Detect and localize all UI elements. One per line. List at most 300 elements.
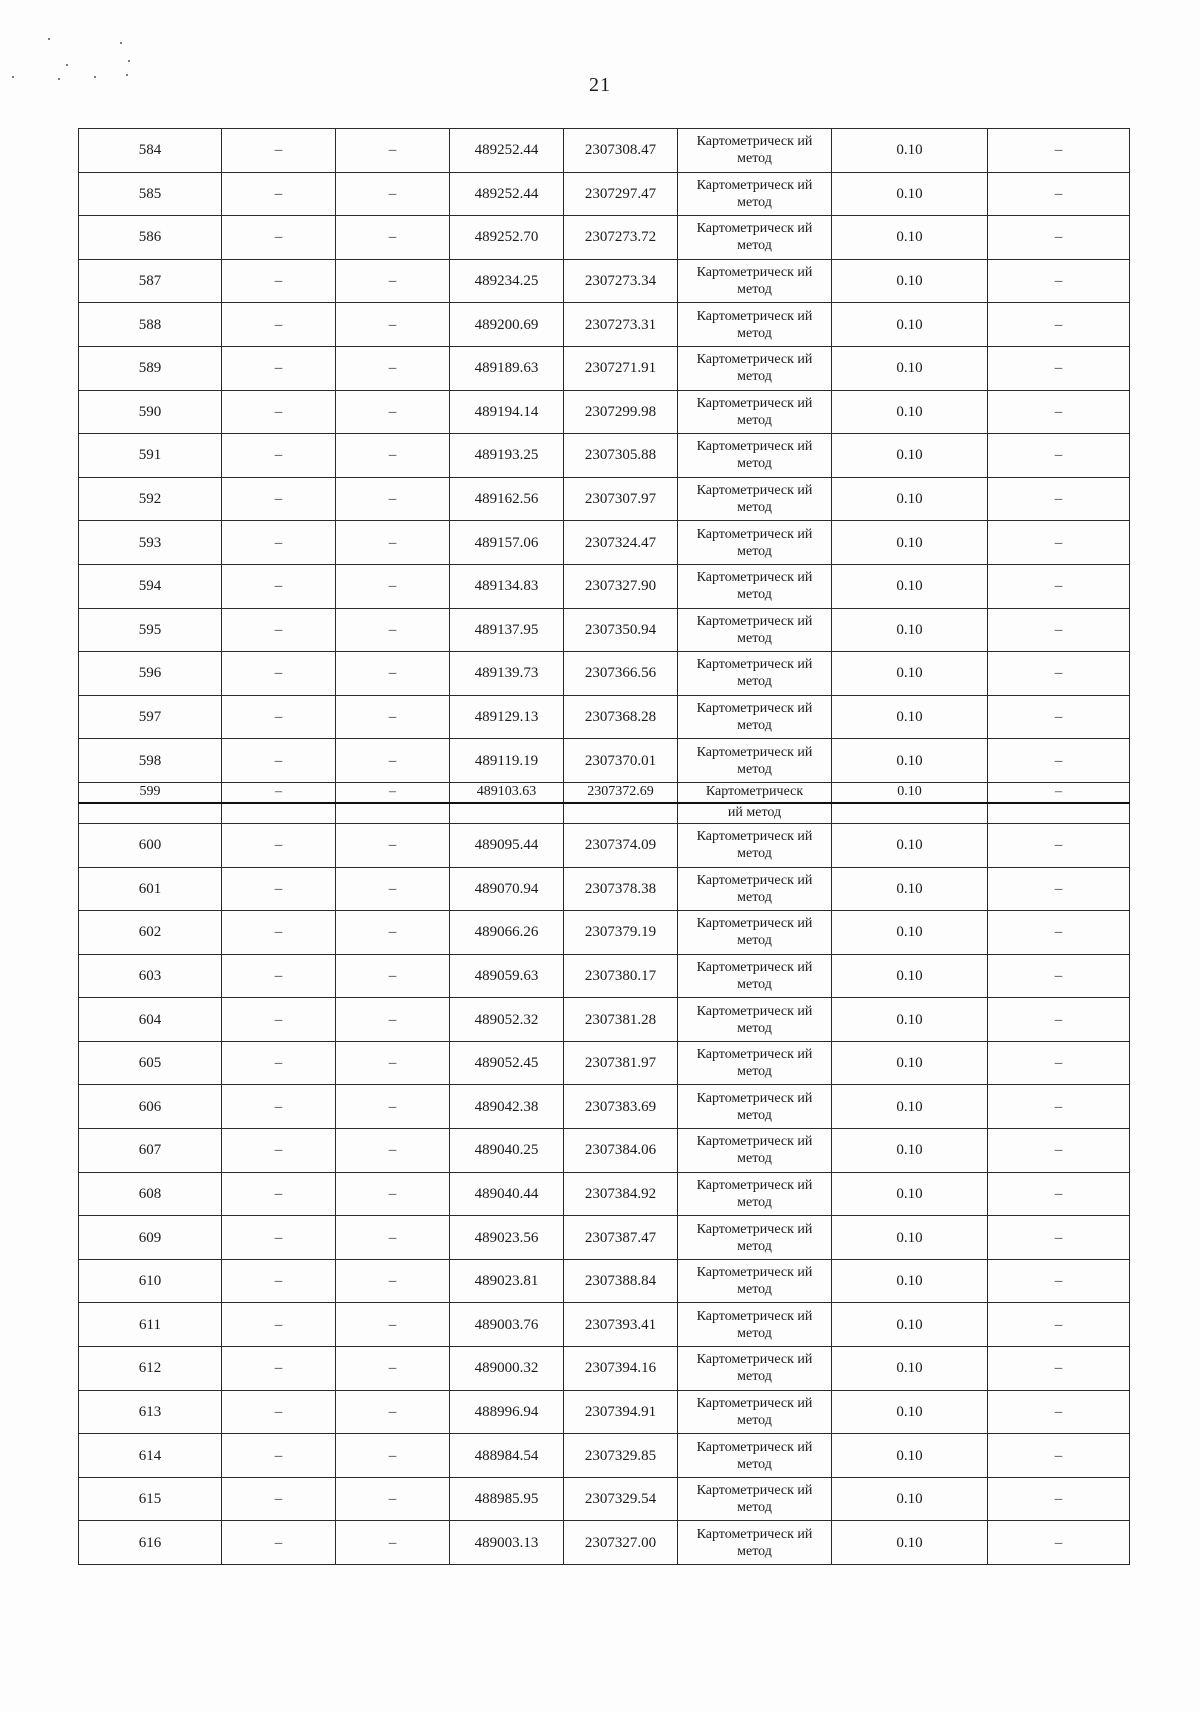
y-coordinate-cell: 2307378.38 [564,867,678,911]
table-row [79,1085,1130,1129]
old-y-cell: – [336,477,450,521]
y-coordinate-cell: 2307383.69 [564,1085,678,1129]
accuracy-cell: 0.10 [832,1259,988,1303]
x-coordinate-cell: 489003.13 [450,1521,564,1565]
old-x-cell: – [222,1085,336,1129]
method-cell: Картометрическ ий метод [678,1129,832,1173]
x-coordinate-cell-continuation [450,803,564,824]
point-number-cell: 607 [79,1129,222,1173]
method-cell: Картометрическ ий метод [678,1390,832,1434]
accuracy-cell: 0.10 [832,1041,988,1085]
description-cell: – [988,434,1130,478]
old-y-cell: – [336,1521,450,1565]
table-row [79,1434,1130,1478]
y-coordinate-cell: 2307329.85 [564,1434,678,1478]
old-y-cell: – [336,608,450,652]
table-row [79,1303,1130,1347]
y-coordinate-cell: 2307305.88 [564,434,678,478]
table-row [79,1172,1130,1216]
x-coordinate-cell: 488996.94 [450,1390,564,1434]
description-cell: – [988,346,1130,390]
description-cell-continuation [988,803,1130,824]
point-number-cell: 614 [79,1434,222,1478]
description-cell: – [988,695,1130,739]
table-row [79,739,1130,783]
y-coordinate-cell: 2307327.90 [564,564,678,608]
accuracy-cell: 0.10 [832,954,988,998]
x-coordinate-cell: 489137.95 [450,608,564,652]
old-y-cell: – [336,1477,450,1521]
old-y-cell: – [336,1041,450,1085]
y-coordinate-cell: 2307394.91 [564,1390,678,1434]
point-number-cell: 609 [79,1216,222,1260]
accuracy-cell: 0.10 [832,434,988,478]
method-cell: Картометрическ ий метод [678,564,832,608]
y-coordinate-cell: 2307307.97 [564,477,678,521]
old-y-cell: – [336,782,450,803]
point-number-cell: 603 [79,954,222,998]
old-x-cell: – [222,1172,336,1216]
point-number-cell: 605 [79,1041,222,1085]
table-row [79,1347,1130,1391]
table-row [79,998,1130,1042]
point-number-cell: 592 [79,477,222,521]
y-coordinate-cell: 2307273.31 [564,303,678,347]
point-number-cell: 600 [79,823,222,867]
old-y-cell: – [336,998,450,1042]
point-number-cell: 590 [79,390,222,434]
accuracy-cell: 0.10 [832,998,988,1042]
accuracy-cell: 0.10 [832,867,988,911]
point-number-cell: 599 [79,782,222,803]
x-coordinate-cell: 489129.13 [450,695,564,739]
accuracy-cell: 0.10 [832,1129,988,1173]
table-row [79,1521,1130,1565]
method-cell: Картометрическ ий метод [678,1347,832,1391]
old-y-cell: – [336,1085,450,1129]
point-number-cell: 604 [79,998,222,1042]
table-row [79,652,1130,696]
description-cell: – [988,1172,1130,1216]
table-row [79,1477,1130,1521]
table-row [79,216,1130,260]
description-cell: – [988,477,1130,521]
y-coordinate-cell: 2307273.34 [564,259,678,303]
accuracy-cell: 0.10 [832,129,988,173]
description-cell: – [988,1129,1130,1173]
description-cell: – [988,652,1130,696]
accuracy-cell: 0.10 [832,1085,988,1129]
old-x-cell: – [222,652,336,696]
method-cell: Картометрическ ий метод [678,1303,832,1347]
x-coordinate-cell: 489103.63 [450,782,564,803]
table-row [79,521,1130,565]
old-y-cell: – [336,259,450,303]
x-coordinate-cell: 489059.63 [450,954,564,998]
x-coordinate-cell: 489252.70 [450,216,564,260]
old-y-cell: – [336,172,450,216]
point-number-cell: 585 [79,172,222,216]
table-row [79,1390,1130,1434]
table-row [79,782,1130,803]
accuracy-cell: 0.10 [832,1216,988,1260]
y-coordinate-cell: 2307394.16 [564,1347,678,1391]
y-coordinate-cell: 2307379.19 [564,911,678,955]
old-x-cell: – [222,1303,336,1347]
y-coordinate-cell: 2307372.69 [564,782,678,803]
old-y-cell: – [336,652,450,696]
method-cell: Картометрическ ий метод [678,346,832,390]
x-coordinate-cell: 489194.14 [450,390,564,434]
description-cell: – [988,303,1130,347]
y-coordinate-cell: 2307273.72 [564,216,678,260]
old-x-cell: – [222,867,336,911]
old-y-cell: – [336,303,450,347]
x-coordinate-cell: 489193.25 [450,434,564,478]
x-coordinate-cell: 488984.54 [450,1434,564,1478]
accuracy-cell: 0.10 [832,1434,988,1478]
method-cell: Картометрическ ий метод [678,652,832,696]
old-x-cell: – [222,346,336,390]
x-coordinate-cell: 489003.76 [450,1303,564,1347]
table-row [79,954,1130,998]
point-number-cell: 597 [79,695,222,739]
table-row [79,564,1130,608]
old-y-cell: – [336,911,450,955]
table-row [79,911,1130,955]
description-cell: – [988,954,1130,998]
accuracy-cell: 0.10 [832,477,988,521]
accuracy-cell: 0.10 [832,521,988,565]
point-number-cell: 615 [79,1477,222,1521]
method-cell: Картометрическ ий метод [678,608,832,652]
description-cell: – [988,1259,1130,1303]
method-cell: Картометрическ ий метод [678,1085,832,1129]
description-cell: – [988,1477,1130,1521]
old-y-cell: – [336,346,450,390]
point-number-cell: 596 [79,652,222,696]
old-y-cell: – [336,434,450,478]
table-row [79,477,1130,521]
description-cell: – [988,608,1130,652]
old-y-cell: – [336,1390,450,1434]
accuracy-cell: 0.10 [832,608,988,652]
accuracy-cell: 0.10 [832,172,988,216]
old-x-cell: – [222,782,336,803]
y-coordinate-cell: 2307368.28 [564,695,678,739]
y-coordinate-cell: 2307393.41 [564,1303,678,1347]
x-coordinate-cell: 489119.19 [450,739,564,783]
point-number-cell: 588 [79,303,222,347]
y-coordinate-cell: 2307299.98 [564,390,678,434]
accuracy-cell: 0.10 [832,1390,988,1434]
description-cell: – [988,1303,1130,1347]
y-coordinate-cell: 2307381.97 [564,1041,678,1085]
table-row [79,867,1130,911]
old-x-cell-continuation [222,803,336,824]
y-coordinate-cell: 2307327.00 [564,1521,678,1565]
x-coordinate-cell: 489052.32 [450,998,564,1042]
table-row [79,1129,1130,1173]
y-coordinate-cell: 2307297.47 [564,172,678,216]
method-cell: Картометрическ ий метод [678,390,832,434]
old-x-cell: – [222,695,336,739]
x-coordinate-cell: 489139.73 [450,652,564,696]
accuracy-cell: 0.10 [832,1347,988,1391]
old-x-cell: – [222,216,336,260]
accuracy-cell-continuation [832,803,988,824]
method-cell: Картометрическ ий метод [678,998,832,1042]
old-y-cell: – [336,390,450,434]
method-cell: Картометрическ ий метод [678,739,832,783]
description-cell: – [988,1085,1130,1129]
method-cell: Картометрическ ий метод [678,521,832,565]
point-number-cell: 616 [79,1521,222,1565]
old-x-cell: – [222,434,336,478]
old-y-cell: – [336,1347,450,1391]
accuracy-cell: 0.10 [832,1521,988,1565]
method-cell: Картометрическ ий метод [678,1041,832,1085]
page-number: 21 [589,74,611,96]
old-y-cell: – [336,1216,450,1260]
old-y-cell: – [336,739,450,783]
description-cell: – [988,867,1130,911]
method-cell: Картометрическ ий метод [678,823,832,867]
old-y-cell: – [336,954,450,998]
method-cell: Картометрическ ий метод [678,1216,832,1260]
method-cell: Картометрическ ий метод [678,1259,832,1303]
point-number-cell: 593 [79,521,222,565]
accuracy-cell: 0.10 [832,739,988,783]
point-number-cell: 587 [79,259,222,303]
description-cell: – [988,1041,1130,1085]
x-coordinate-cell: 489234.25 [450,259,564,303]
point-number-cell: 602 [79,911,222,955]
table-row [79,608,1130,652]
accuracy-cell: 0.10 [832,823,988,867]
description-cell: – [988,216,1130,260]
old-y-cell: – [336,823,450,867]
point-number-cell: 598 [79,739,222,783]
table-row [79,1259,1130,1303]
x-coordinate-cell: 489134.83 [450,564,564,608]
old-x-cell: – [222,1390,336,1434]
table-row [79,434,1130,478]
method-cell: Картометрическ ий метод [678,954,832,998]
description-cell: – [988,1347,1130,1391]
method-cell: Картометрическ ий метод [678,216,832,260]
description-cell: – [988,823,1130,867]
description-cell: – [988,129,1130,173]
x-coordinate-cell: 489252.44 [450,172,564,216]
description-cell: – [988,172,1130,216]
x-coordinate-cell: 489162.56 [450,477,564,521]
point-number-cell: 594 [79,564,222,608]
method-cell-continuation: ий метод [678,803,832,824]
description-cell: – [988,998,1130,1042]
table-row [79,695,1130,739]
point-number-cell: 584 [79,129,222,173]
method-cell: Картометрическ ий метод [678,695,832,739]
point-number-cell: 589 [79,346,222,390]
y-coordinate-cell: 2307366.56 [564,652,678,696]
accuracy-cell: 0.10 [832,216,988,260]
accuracy-cell: 0.10 [832,346,988,390]
description-cell: – [988,259,1130,303]
method-cell: Картометрическ ий метод [678,1172,832,1216]
table-row [79,303,1130,347]
table-row [79,129,1130,173]
point-number-cell: 586 [79,216,222,260]
coordinates-table [78,128,1130,1565]
table-row [79,823,1130,867]
point-number-cell: 613 [79,1390,222,1434]
y-coordinate-cell: 2307370.01 [564,739,678,783]
accuracy-cell: 0.10 [832,564,988,608]
x-coordinate-cell: 488985.95 [450,1477,564,1521]
y-coordinate-cell: 2307271.91 [564,346,678,390]
description-cell: – [988,1216,1130,1260]
old-x-cell: – [222,172,336,216]
accuracy-cell: 0.10 [832,259,988,303]
description-cell: – [988,1390,1130,1434]
accuracy-cell: 0.10 [832,1303,988,1347]
point-number-cell: 606 [79,1085,222,1129]
old-x-cell: – [222,1521,336,1565]
method-cell: Картометрическ ий метод [678,303,832,347]
accuracy-cell: 0.10 [832,1477,988,1521]
description-cell: – [988,390,1130,434]
old-x-cell: – [222,1259,336,1303]
y-coordinate-cell: 2307329.54 [564,1477,678,1521]
point-number-cell: 601 [79,867,222,911]
description-cell: – [988,1434,1130,1478]
y-coordinate-cell: 2307384.92 [564,1172,678,1216]
old-x-cell: – [222,259,336,303]
point-number-cell: 595 [79,608,222,652]
method-cell: Картометрическ ий метод [678,1477,832,1521]
old-y-cell: – [336,1303,450,1347]
old-y-cell: – [336,695,450,739]
y-coordinate-cell: 2307350.94 [564,608,678,652]
x-coordinate-cell: 489252.44 [450,129,564,173]
description-cell: – [988,521,1130,565]
method-cell: Картометрическ ий метод [678,129,832,173]
old-y-cell: – [336,564,450,608]
y-coordinate-cell: 2307381.28 [564,998,678,1042]
y-coordinate-cell: 2307380.17 [564,954,678,998]
old-x-cell: – [222,1129,336,1173]
old-x-cell: – [222,1041,336,1085]
accuracy-cell: 0.10 [832,303,988,347]
old-x-cell: – [222,521,336,565]
old-y-cell: – [336,1259,450,1303]
table-body [79,129,1130,1565]
x-coordinate-cell: 489052.45 [450,1041,564,1085]
method-cell: Картометрическ [678,782,832,803]
old-y-cell: – [336,521,450,565]
accuracy-cell: 0.10 [832,782,988,803]
old-y-cell: – [336,129,450,173]
x-coordinate-cell: 489189.63 [450,346,564,390]
point-number-cell-continuation [79,803,222,824]
x-coordinate-cell: 489066.26 [450,911,564,955]
y-coordinate-cell: 2307308.47 [564,129,678,173]
table-row [79,346,1130,390]
table-row [79,259,1130,303]
old-x-cell: – [222,390,336,434]
method-cell: Картометрическ ий метод [678,911,832,955]
point-number-cell: 608 [79,1172,222,1216]
description-cell: – [988,911,1130,955]
y-coordinate-cell: 2307388.84 [564,1259,678,1303]
point-number-cell: 591 [79,434,222,478]
old-x-cell: – [222,477,336,521]
old-x-cell: – [222,564,336,608]
method-cell: Картометрическ ий метод [678,259,832,303]
method-cell: Картометрическ ий метод [678,1521,832,1565]
old-x-cell: – [222,608,336,652]
old-x-cell: – [222,954,336,998]
old-x-cell: – [222,911,336,955]
table-row [79,172,1130,216]
x-coordinate-cell: 489157.06 [450,521,564,565]
x-coordinate-cell: 489095.44 [450,823,564,867]
old-y-cell: – [336,216,450,260]
x-coordinate-cell: 489000.32 [450,1347,564,1391]
table-row-continuation [79,803,1130,824]
point-number-cell: 612 [79,1347,222,1391]
x-coordinate-cell: 489200.69 [450,303,564,347]
old-x-cell: – [222,1347,336,1391]
old-x-cell: – [222,129,336,173]
x-coordinate-cell: 489042.38 [450,1085,564,1129]
method-cell: Картометрическ ий метод [678,434,832,478]
y-coordinate-cell: 2307387.47 [564,1216,678,1260]
method-cell: Картометрическ ий метод [678,172,832,216]
x-coordinate-cell: 489023.81 [450,1259,564,1303]
accuracy-cell: 0.10 [832,652,988,696]
table-row [79,1041,1130,1085]
old-x-cell: – [222,739,336,783]
y-coordinate-cell-continuation [564,803,678,824]
description-cell: – [988,1521,1130,1565]
y-coordinate-cell: 2307374.09 [564,823,678,867]
point-number-cell: 610 [79,1259,222,1303]
table-row [79,390,1130,434]
description-cell: – [988,564,1130,608]
old-y-cell: – [336,1129,450,1173]
table-row [79,1216,1130,1260]
x-coordinate-cell: 489040.25 [450,1129,564,1173]
method-cell: Картометрическ ий метод [678,867,832,911]
method-cell: Картометрическ ий метод [678,477,832,521]
old-y-cell: – [336,867,450,911]
x-coordinate-cell: 489040.44 [450,1172,564,1216]
point-number-cell: 611 [79,1303,222,1347]
accuracy-cell: 0.10 [832,695,988,739]
x-coordinate-cell: 489023.56 [450,1216,564,1260]
accuracy-cell: 0.10 [832,911,988,955]
method-cell: Картометрическ ий метод [678,1434,832,1478]
old-x-cell: – [222,1216,336,1260]
old-y-cell: – [336,1434,450,1478]
x-coordinate-cell: 489070.94 [450,867,564,911]
old-x-cell: – [222,303,336,347]
description-cell: – [988,739,1130,783]
accuracy-cell: 0.10 [832,1172,988,1216]
old-x-cell: – [222,998,336,1042]
